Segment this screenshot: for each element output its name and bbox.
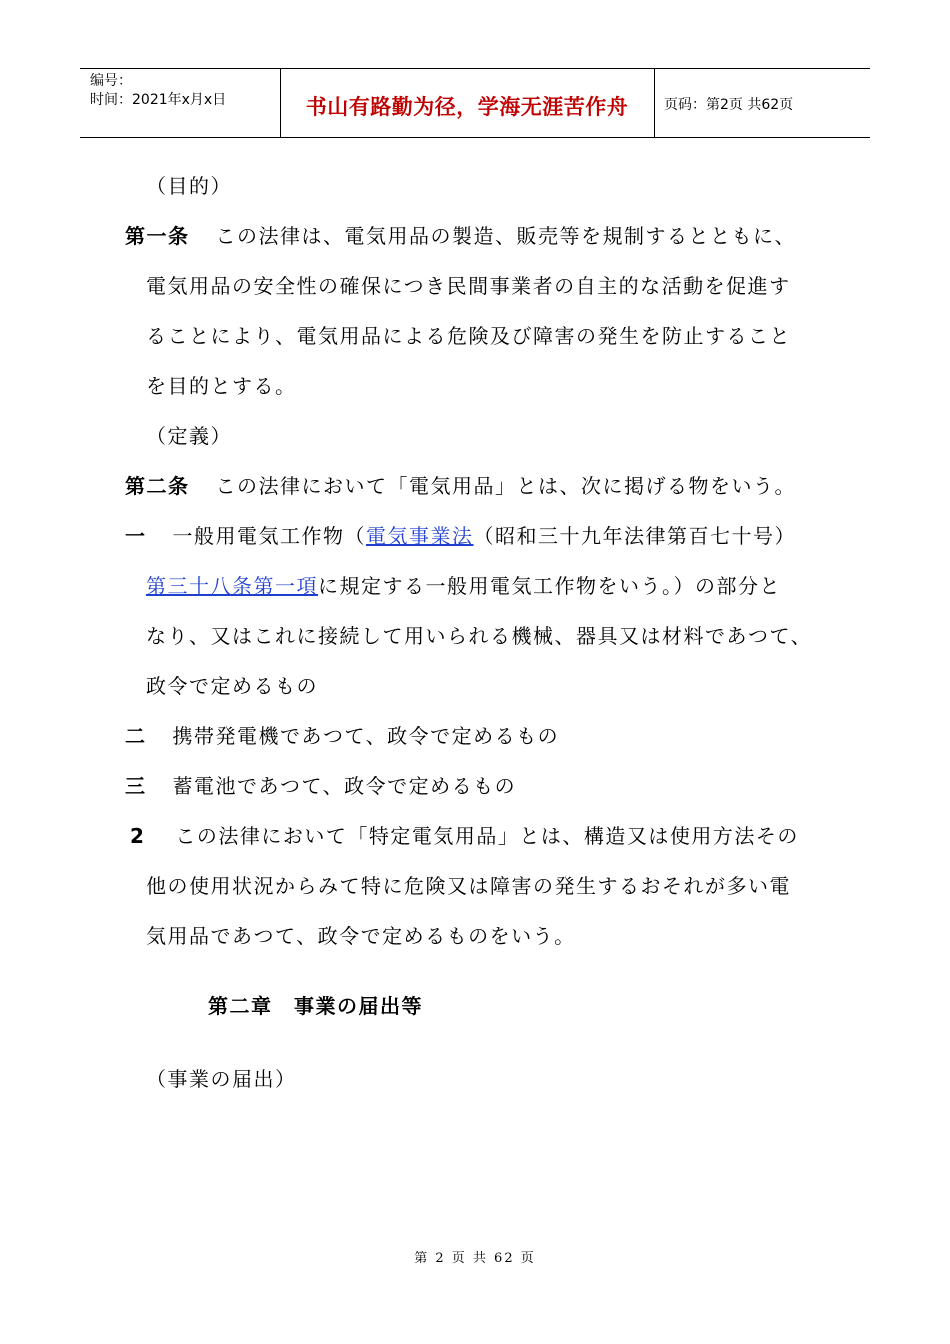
electricity-business-act-link[interactable]: 電気事業法: [366, 524, 474, 548]
article-2-label: 第二条: [125, 474, 190, 498]
article-1-line-4: を目的とする。: [146, 374, 297, 398]
item-3: [125, 770, 516, 799]
heading-purpose: （目的）: [146, 174, 232, 198]
item-1-number: 一: [125, 524, 147, 548]
article-2-text: この法律において「電気用品」とは、次に掲げる物をいう。: [215, 474, 796, 498]
item-1-line-4: 政令で定めるもの: [146, 674, 318, 698]
header-page-info: 页码：第2页 共62页: [664, 97, 794, 113]
header-motto: 书山有路勤为径，学海无涯苦作舟: [305, 94, 629, 119]
paragraph-2-number: 2: [130, 824, 146, 848]
article-38-paragraph-1-link[interactable]: 第三十八条第一項: [146, 574, 318, 598]
article-2-line-1: [125, 470, 796, 499]
document-header: [80, 68, 870, 138]
item-3-number: 三: [125, 774, 147, 798]
article-1-line-1: [125, 220, 796, 249]
header-meta: [90, 72, 226, 110]
header-divider: [654, 69, 655, 137]
header-number: 编号：: [90, 73, 132, 89]
item-1-line-2: [146, 570, 781, 599]
heading-business-notification: （事業の届出）: [146, 1067, 297, 1091]
paragraph-2-text: この法律において「特定電気用品」とは、構造又は使用方法その: [175, 824, 799, 848]
paragraph-2-line-3: 気用品であつて、政令で定めるものをいう。: [146, 924, 576, 948]
item-1-text: 一般用電気工作物（: [172, 524, 366, 548]
item-2: [125, 720, 559, 749]
article-1-text: この法律は、電気用品の製造、販売等を規制するとともに、: [215, 224, 796, 248]
article-1-line-2: 電気用品の安全性の確保につき民間事業者の自主的な活動を促進す: [146, 274, 791, 298]
article-1-line-3: ることにより、電気用品による危険及び障害の発生を防止すること: [146, 324, 791, 348]
item-1-text-cont: （昭和三十九年法律第百七十号）: [473, 524, 796, 548]
heading-definition: （定義）: [146, 424, 232, 448]
item-1-line-3: なり、又はこれに接続して用いられる機械、器具又は材料であつて、: [146, 624, 813, 648]
header-date: 时间：2021年x月x日: [90, 92, 227, 108]
paragraph-2-line-2: 他の使用状況からみて特に危険又は障害の発生するおそれが多い電: [146, 874, 791, 898]
page-footer: 第 2 页 共 62 页: [414, 1251, 536, 1266]
item-1-line-1: [125, 520, 796, 549]
item-3-text: 蓄電池であつて、政令で定めるもの: [172, 774, 517, 798]
item-2-number: 二: [125, 724, 147, 748]
item-2-text: 携帯発電機であつて、政令で定めるもの: [172, 724, 560, 748]
item-1-line-2-text: に規定する一般用電気工作物をいう。）の部分と: [318, 574, 781, 598]
paragraph-2-line-1: [130, 820, 799, 849]
chapter-heading: 第二章 事業の届出等: [208, 994, 423, 1018]
article-1-label: 第一条: [125, 224, 190, 248]
